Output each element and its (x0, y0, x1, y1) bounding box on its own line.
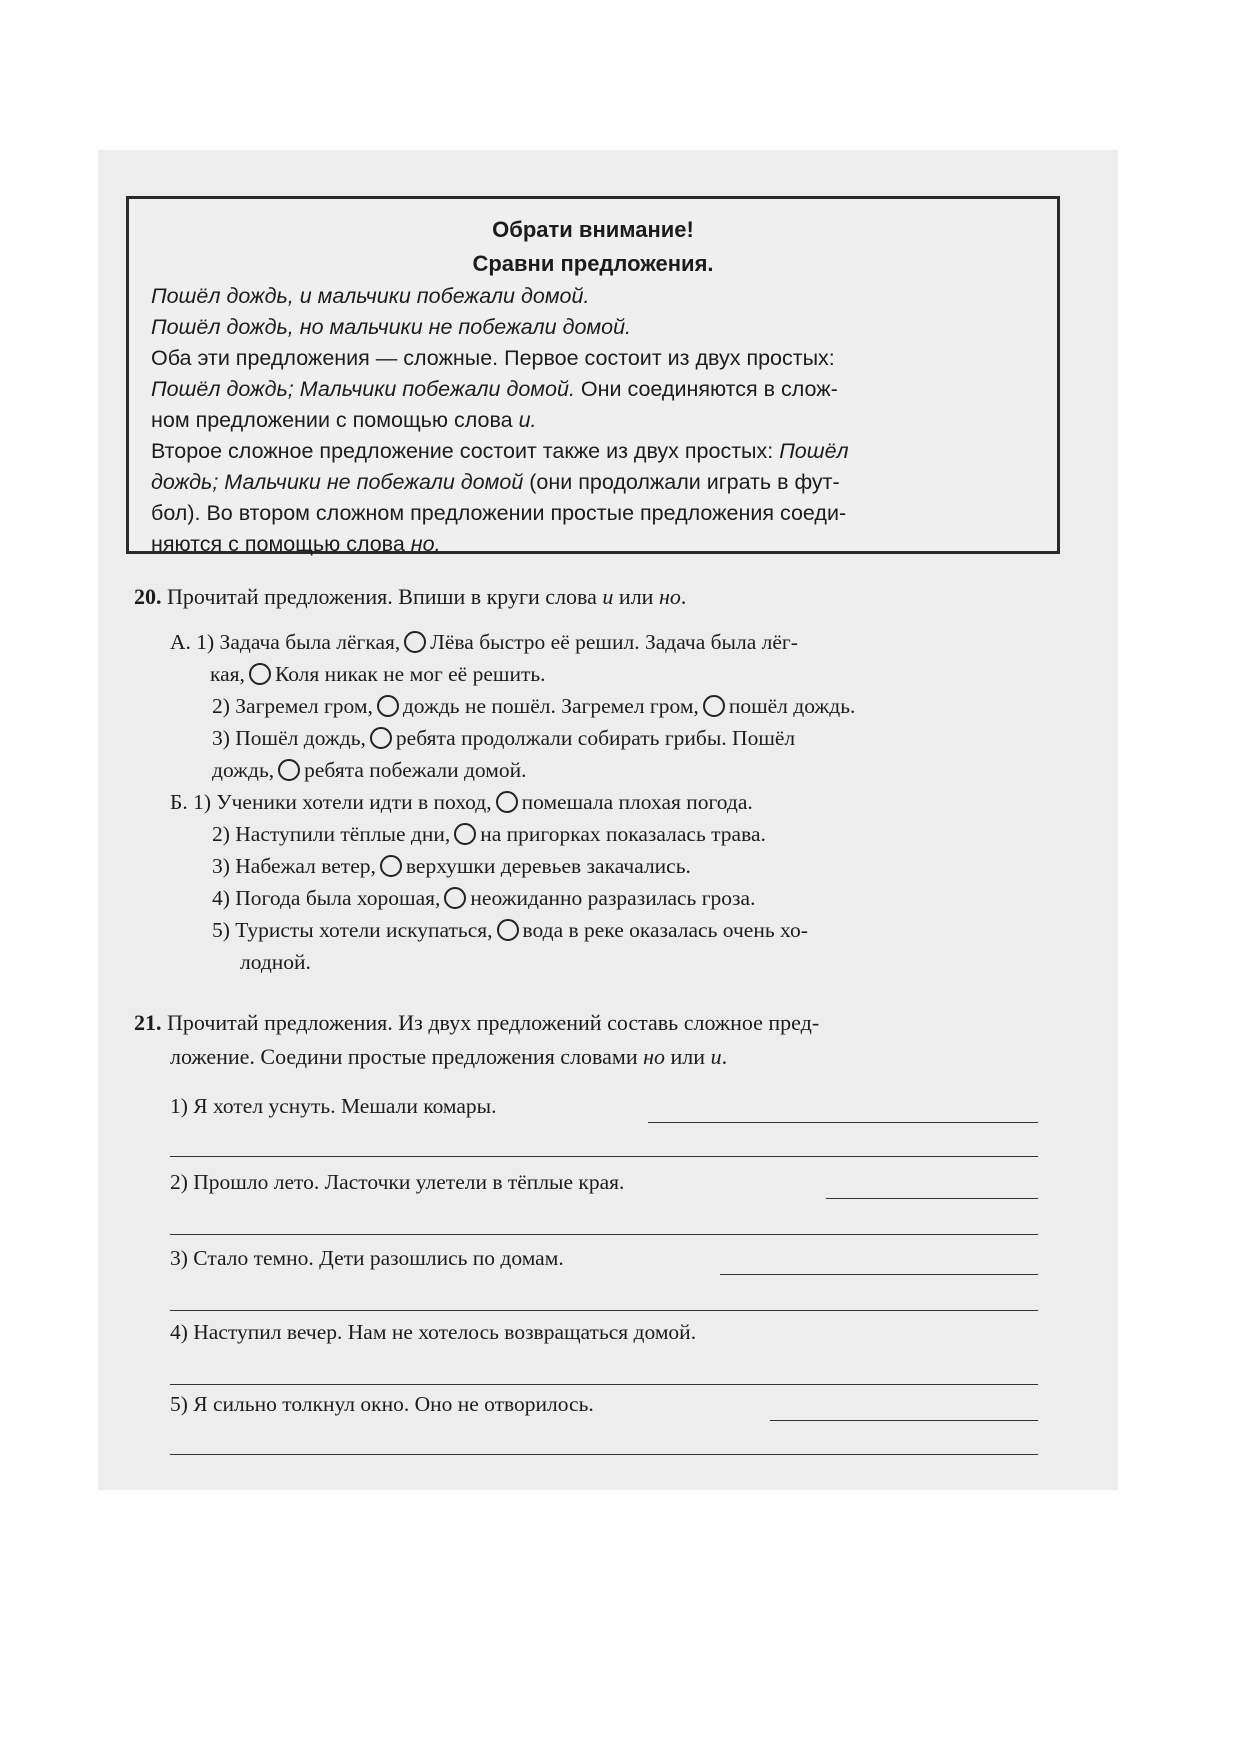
answer-line[interactable] (648, 1122, 1038, 1123)
answer-line[interactable] (170, 1310, 1038, 1311)
notice-subtitle: Сравни предложения. (472, 251, 714, 276)
answer-circle[interactable] (454, 823, 476, 845)
task-20-line: 5) Туристы хотели искупаться, вода в реке оказалась очень хо- (212, 918, 808, 942)
task-21-item: 1) Я хотел уснуть. Мешали комары. (170, 1094, 497, 1118)
task-21-title-cont: ложение. Соедини простые предложения словами но или и. (170, 1044, 728, 1069)
task-20-line: 3) Набежал ветер, верхушки деревьев закачались. (212, 854, 691, 878)
answer-line[interactable] (720, 1274, 1038, 1275)
answer-circle[interactable] (496, 791, 518, 813)
task-21-item: 3) Стало темно. Дети разошлись по домам. (170, 1246, 564, 1270)
answer-circle[interactable] (404, 631, 426, 653)
task-20-title: 20. Прочитай предложения. Впиши в круги слова и или но. (134, 584, 687, 609)
notice-paragraph-1: Оба эти предложения — сложные. Первое состоит из двух простых: Пошёл дождь; Мальчики побежали домой. Они соединяются в слож- ном предложении с помощью слова и. (151, 346, 838, 432)
answer-line[interactable] (170, 1156, 1038, 1157)
task-20-line: 2) Наступили тёплые дни, на пригорках показалась трава. (212, 822, 766, 846)
task-20-line: 2) Загремел гром, дождь не пошёл. Загремел гром, пошёл дождь. (212, 694, 856, 718)
answer-line[interactable] (170, 1384, 1038, 1385)
answer-circle[interactable] (249, 663, 271, 685)
answer-circle[interactable] (377, 695, 399, 717)
notice-title: Обрати внимание! (492, 217, 694, 242)
task-20-line: А. 1) Задача была лёгкая, Лёва быстро её решил. Задача была лёг- (170, 630, 798, 654)
notice-paragraph-2: Второе сложное предложение состоит также из двух простых: Пошёл дождь; Мальчики не побежали домой (они продолжали играть в фут- бол). Во втором сложном предложении простые предложения соеди- няются с помощью слова но. (151, 439, 849, 556)
answer-line[interactable] (170, 1234, 1038, 1235)
task-20-line: кая, Коля никак не мог её решить. (210, 662, 546, 686)
answer-circle[interactable] (444, 887, 466, 909)
task-21-item: 5) Я сильно толкнул окно. Оно не отворилось. (170, 1392, 594, 1416)
answer-circle[interactable] (380, 855, 402, 877)
notice-box (126, 196, 1060, 554)
task-21-item: 2) Прошло лето. Ласточки улетели в тёплые края. (170, 1170, 625, 1194)
answer-line[interactable] (170, 1454, 1038, 1455)
task-21-title: 21. Прочитай предложения. Из двух предложений составь сложное пред- (134, 1010, 820, 1035)
answer-circle[interactable] (497, 919, 519, 941)
example-sentence-1: Пошёл дождь, и мальчики побежали домой. (151, 284, 590, 308)
task-20-line: 4) Погода была хорошая, неожиданно разразилась гроза. (212, 886, 756, 910)
task-20-line: 3) Пошёл дождь, ребята продолжали собирать грибы. Пошёл (212, 726, 796, 750)
answer-line[interactable] (826, 1198, 1038, 1199)
answer-circle[interactable] (370, 727, 392, 749)
task-20-line: лодной. (240, 950, 311, 974)
example-sentence-2: Пошёл дождь, но мальчики не побежали домой. (151, 315, 632, 339)
task-20-line: Б. 1) Ученики хотели идти в поход, помешала плохая погода. (170, 790, 753, 814)
answer-circle[interactable] (278, 759, 300, 781)
task-21-item: 4) Наступил вечер. Нам не хотелось возвращаться домой. (170, 1320, 697, 1344)
answer-circle[interactable] (703, 695, 725, 717)
task-20-line: дождь, ребята побежали домой. (212, 758, 527, 782)
answer-line[interactable] (770, 1420, 1038, 1421)
